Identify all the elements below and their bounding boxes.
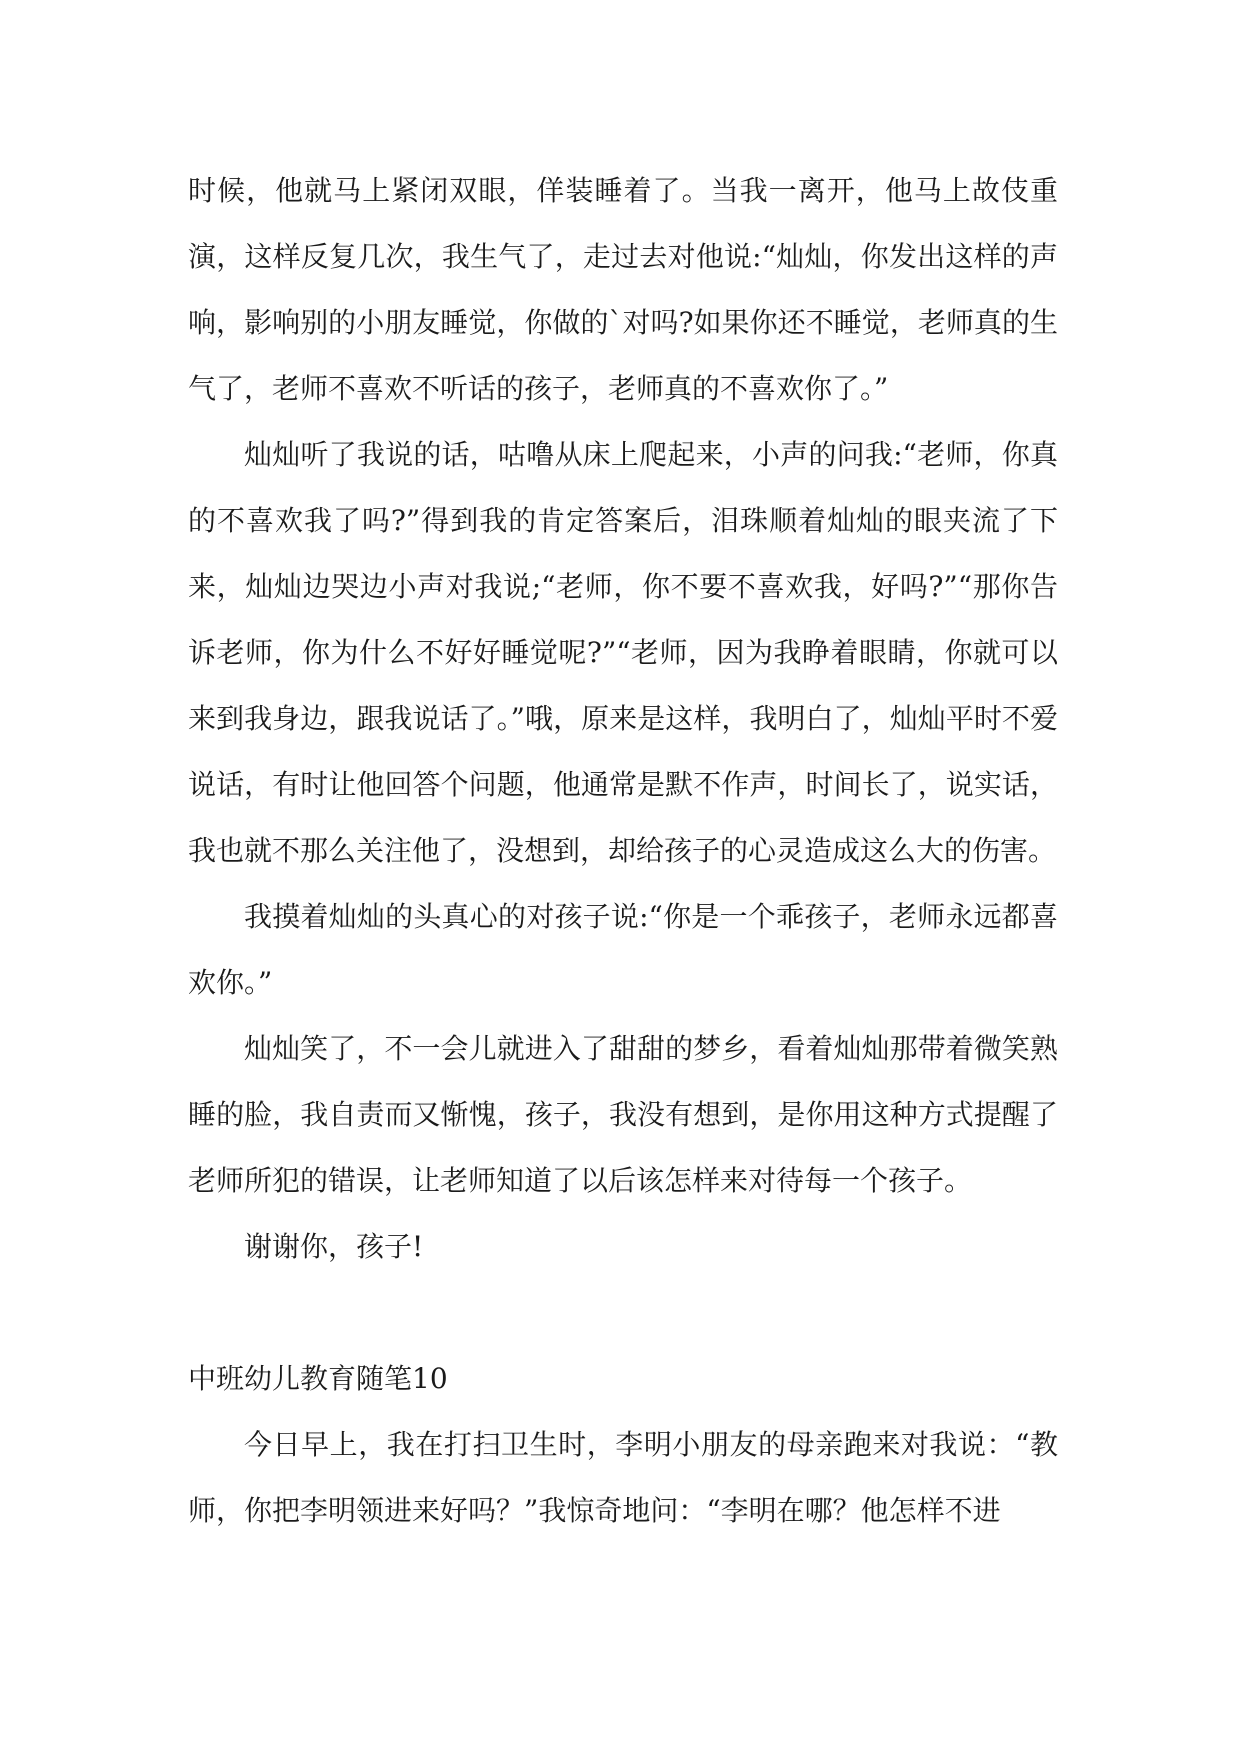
paragraph-liming-morning: 今日早上，我在打扫卫生时，李明小朋友的母亲跑来对我说：“教师，你把李明领进来好吗？”我惊奇地问：“李明在哪？他怎样不进 [188,1428,1058,1527]
section-heading: 中班幼儿教育随笔10 [188,1362,448,1395]
paragraph-thank-you: 谢谢你，孩子! [244,1230,424,1263]
paragraph-cancan-asks: 灿灿听了我说的话，咕噜从床上爬起来，小声的问我:“老师，你真的不喜欢我了吗?”得到我的肯定答案后，泪珠顺着灿灿的眼夹流了下来，灿灿边哭边小声对我说;“老师，你不要不喜欢我，好吗?”“那你告诉老师，你为什么不好好睡觉呢?”“老师，因为我睁着眼睛，你就可以来到我身边，跟我说话了。”哦，原来是这样，我明白了，灿灿平时不爱说话，有时让他回答个问题，他通常是默不作声，时间长了，说实话，我也就不那么关注他了，没想到，却给孩子的心灵造成这么大的伤害。 [188,438,1058,867]
paragraph-teacher-comforts: 我摸着灿灿的头真心的对孩子说:“你是一个乖孩子，老师永远都喜欢你。” [188,900,1058,999]
section-spacer [188,1280,1058,1346]
paragraph-continued: 时候，他就马上紧闭双眼，佯装睡着了。当我一离开，他马上故伎重演，这样反复几次，我生气了，走过去对他说:“灿灿，你发出这样的声响，影响别的小朋友睡觉，你做的`对吗?如果你还不睡觉，老师真的生气了，老师不喜欢不听话的孩子，老师真的不喜欢你了。” [188,174,1058,405]
paragraph-cancan-smiles: 灿灿笑了，不一会儿就进入了甜甜的梦乡，看着灿灿那带着微笑熟睡的脸，我自责而又惭愧，孩子，我没有想到，是你用这种方式提醒了老师所犯的错误，让老师知道了以后该怎样来对待每一个孩子。 [188,1032,1058,1197]
document-body [188,158,1058,1544]
